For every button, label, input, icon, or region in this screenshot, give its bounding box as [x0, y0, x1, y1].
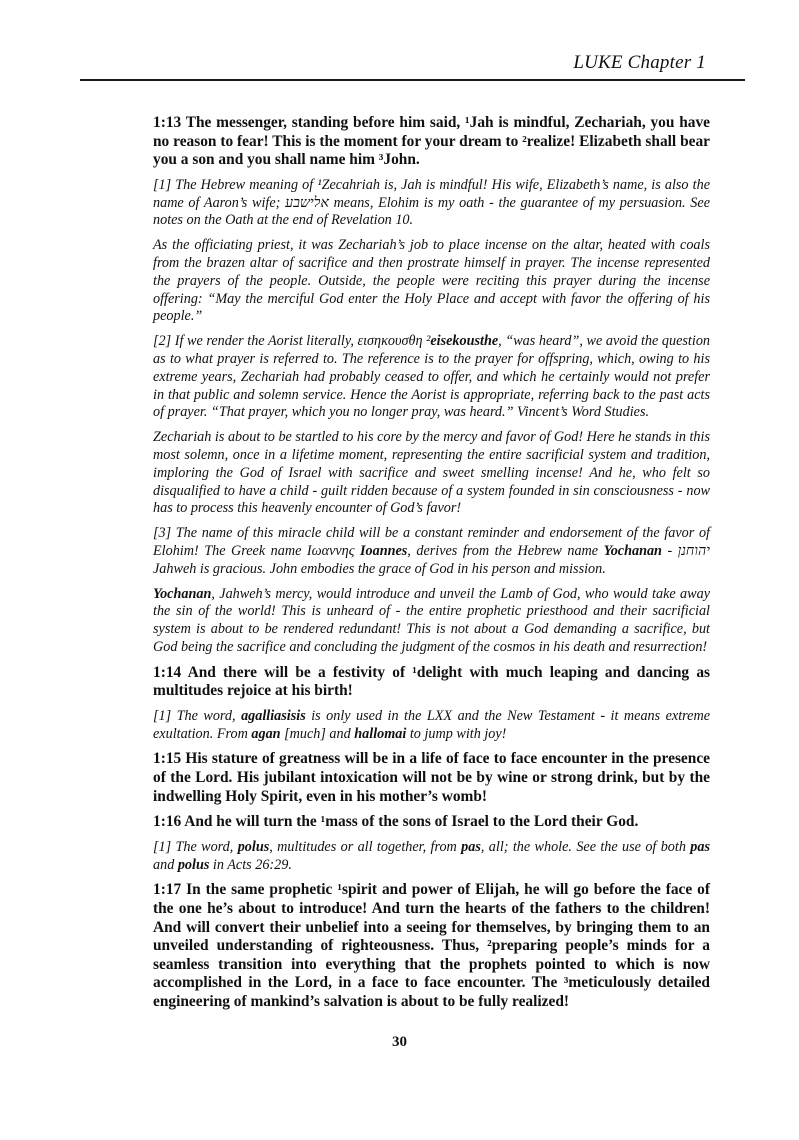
page-number: 30: [392, 1034, 407, 1050]
footnote-2: [2] If we render the Aorist literally, εισηκουσθη ²eisekousthe, “was heard”, we avoid the question as to what prayer is referred to. The reference is to the prayer for offspring, which, owing to his extreme years, Zechariah had probably ceased to offer, and which he certainly would not prefer in that public and solemn service. Hence the Aorist is appropriate, referring back to the past acts of prayer. “That prayer, which you no longer pray, was heard.” Vincent’s Word Studies.: [153, 333, 711, 421]
footnote-1: [1] The Hebrew meaning of ¹Zecahriah is, Jah is mindful! His wife, Elizabeth’s name, is also the name of Aaron’s wife; אלישבע means, Elohim is my oath - the guarantee of my persuasion. See notes on the Oath at the end of Revelation 10.: [153, 176, 710, 229]
page-body: [153, 114, 710, 1019]
footnote-1: [1] The word, polus, multitudes or all together, from pas, all; the whole. See the use of both pas and polus in Acts 26:29.: [153, 838, 711, 873]
verse-1-13: 1:13 The messenger, standing before him said, ¹Jah is mindful, Zechariah, you have no reason to fear! This is the moment for your dream to ²realize! Elizabeth shall bear you a son and you shall name him ³John.: [153, 114, 710, 169]
footnote-3: [3] The name of this miracle child will be a constant reminder and endorsement of the favor of Elohim! The Greek name Ιωαννης Ioannes, derives from the Hebrew name Yochanan - יהוחנן Jahweh is gracious. John embodies the grace of God in his person and mission.: [153, 525, 710, 577]
footnote-1: [1] The word, agalliasisis is only used in the LXX and the New Testament - it means extreme exultation. From agan [much] and hallomai to jump with joy!: [153, 707, 711, 742]
running-header-title: LUKE Chapter 1: [573, 52, 706, 73]
verse-1-17: 1:17 In the same prophetic ¹spirit and power of Elijah, he will go before the face of the one he’s about to introduce! And turn the hearts of the fathers to the children! And will convert their unbelief into a seeing for themselves, by bringing them to an unveiled understanding of righteousness. Thus, ²preparing people’s minds for a seamless transition into everything that the prophets pointed to which is now accomplished in the Lord, in a face to face encounter. The ³meticulously detailed engineering of mankind’s salvation is about to be fully realized!: [153, 881, 710, 1011]
verse-1-16: 1:16 And he will turn the ¹mass of the sons of Israel to the Lord their God.: [153, 813, 639, 831]
commentary-paragraph: Zechariah is about to be startled to his core by the mercy and favor of God! Here he stands in this most solemn, once in a lifetime moment, representing the entire sacrificial system and tradition, imploring the God of Israel with sacrifice and sweet smelling incense! And he, who felt so disqualified to have a child - guilt ridden because of a system founded in sin consciousness - now has to process this heavenly encounter of God’s favor!: [153, 429, 710, 517]
header-rule: [80, 79, 745, 81]
verse-1-14: 1:14 And there will be a festivity of ¹delight with much leaping and dancing as multitudes rejoice at his birth!: [153, 663, 710, 700]
commentary-paragraph: As the officiating priest, it was Zechariah’s job to place incense on the altar, heated with coals from the brazen altar of sacrifice and then prostrate himself in prayer. The incense represented the prayers of the people. Outside, the people were reciting this prayer during the incense offering: “May the merciful God enter the Holy Place and accept with favor the offering of his people.”: [153, 237, 710, 325]
commentary-paragraph: Yochanan, Jahweh’s mercy, would introduce and unveil the Lamb of God, who would take away the sin of the world! This is unheard of - the entire prophetic priesthood and their sacrificial system is about to be rendered redundant! This is not about a God demanding a sacrifice, but God being the sacrifice and concluding the judgment of the cosmos in his death and resurrection!: [153, 585, 710, 655]
verse-1-15: 1:15 His stature of greatness will be in a life of face to face encounter in the presence of the Lord. His jubilant intoxication will not be by wine or strong drink, but by the indwelling Holy Spirit, even in his mother’s womb!: [153, 750, 710, 805]
